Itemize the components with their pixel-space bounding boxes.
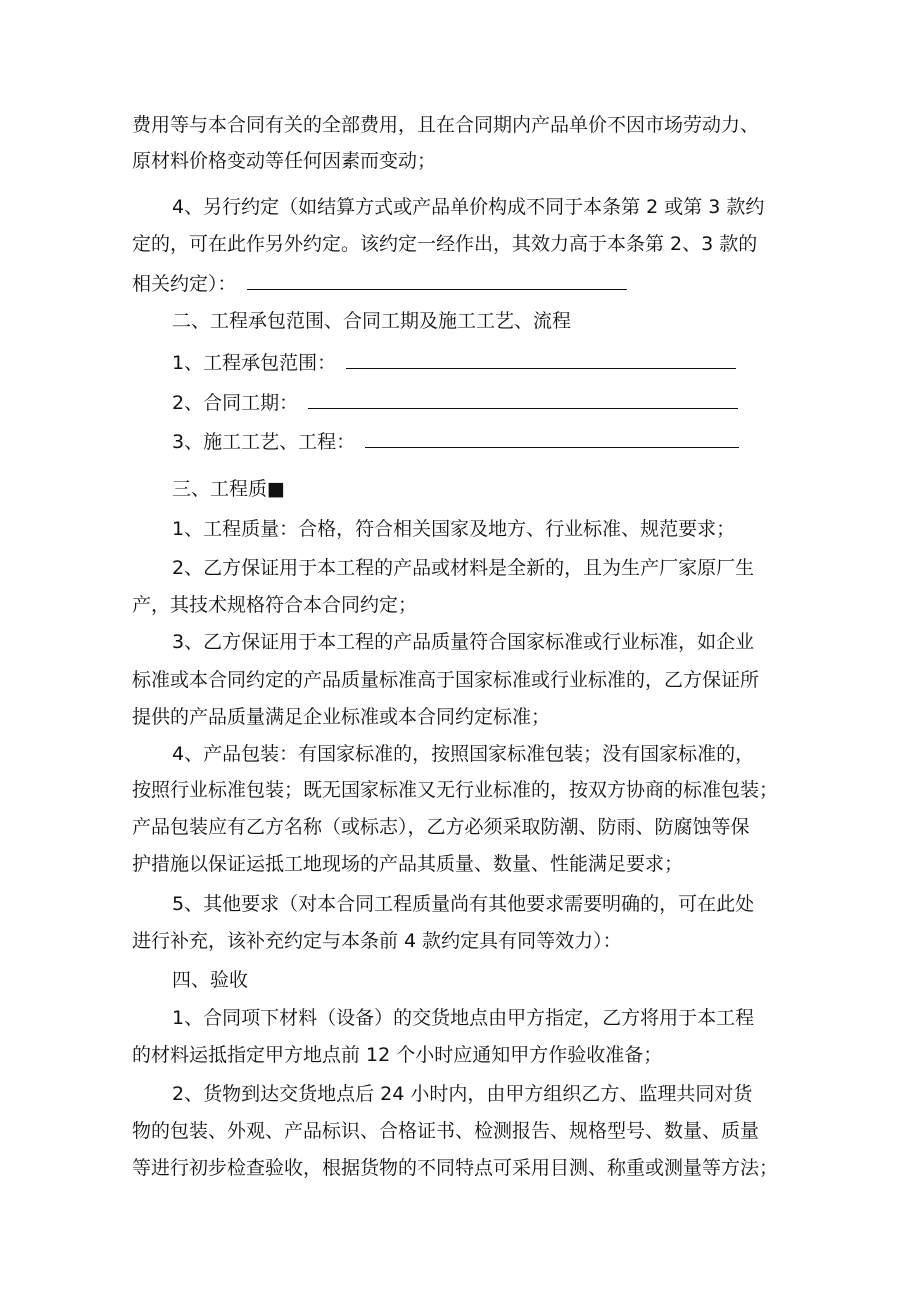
text-line: 进行补充，该补充约定与本条前 4 款约定具有同等效力）： bbox=[132, 930, 622, 952]
text-line: 产品包装应有乙方名称（或标志），乙方必须采取防潮、防雨、防腐蚀等保 bbox=[132, 816, 750, 838]
field-label: 3、施工工艺、工程： bbox=[172, 431, 356, 453]
text-line: 标准或本合同约定的产品质量标准高于国家标准或行业标准的，乙方保证所 bbox=[132, 669, 760, 691]
text-line: 的材料运抵指定甲方地点前 12 个小时应通知甲方作验收准备； bbox=[132, 1044, 663, 1066]
text-line bbox=[172, 425, 739, 457]
fill-in-blank[interactable] bbox=[247, 267, 627, 290]
text-line: 2、货物到达交货地点后 24 小时内，由甲方组织乙方、监理共同对货 bbox=[172, 1083, 753, 1105]
text-line: 4、另行约定（如结算方式或产品单价构成不同于本条第 2 或第 3 款约 bbox=[172, 196, 765, 218]
text-line: 1、工程质量：合格，符合相关国家及地方、行业标准、规范要求； bbox=[172, 518, 736, 540]
text-line: 护措施以保证运抵工地现场的产品其质量、数量、性能满足要求； bbox=[132, 853, 684, 875]
text-line: 按照行业标准包装；既无国家标准又无行业标准的，按双方协商的标准包装； bbox=[132, 779, 779, 801]
text-line: 3、乙方保证用于本工程的产品质量符合国家标准或行业标准，如企业 bbox=[172, 631, 755, 653]
text-line bbox=[172, 386, 738, 418]
section-heading: 三、工程质■ bbox=[172, 478, 285, 500]
text-line: 物的包装、外观、产品标识、合格证书、检测报告、规格型号、数量、质量 bbox=[132, 1120, 760, 1142]
fill-in-blank[interactable] bbox=[346, 346, 736, 369]
field-label: 2、合同工期： bbox=[172, 392, 299, 414]
text-line bbox=[172, 346, 736, 378]
text-line: 原材料价格变动等任何因素而变动； bbox=[132, 150, 437, 172]
section-heading: 二、工程承包范围、合同工期及施工工艺、流程 bbox=[172, 310, 572, 332]
text-line bbox=[132, 267, 627, 299]
text-line: 1、合同项下材料（设备）的交货地点由甲方指定，乙方将用于本工程 bbox=[172, 1007, 755, 1029]
fill-in-blank[interactable] bbox=[365, 425, 739, 448]
text-line: 5、其他要求（对本合同工程质量尚有其他要求需要明确的，可在此处 bbox=[172, 893, 755, 915]
text-line: 提供的产品质量满足企业标准或本合同约定标准； bbox=[132, 706, 551, 728]
field-label: 1、工程承包范围： bbox=[172, 352, 337, 374]
text-line: 定的，可在此作另外约定。该约定一经作出，其效力高于本条第 2、3 款的 bbox=[132, 233, 758, 255]
fill-in-blank[interactable] bbox=[308, 386, 738, 409]
text-line: 等进行初步检查验收，根据货物的不同特点可采用目测、称重或测量等方法； bbox=[132, 1157, 779, 1179]
field-label: 相关约定）： bbox=[132, 273, 237, 295]
text-line: 2、乙方保证用于本工程的产品或材料是全新的，且为生产厂家原厂生 bbox=[172, 557, 755, 579]
text-line: 产，其技术规格符合本合同约定； bbox=[132, 594, 418, 616]
section-heading: 四、验收 bbox=[172, 969, 249, 991]
text-line: 4、产品包装：有国家标准的，按照国家标准包装；没有国家标准的， bbox=[172, 743, 755, 765]
text-line: 费用等与本合同有关的全部费用，且在合同期内产品单价不因市场劳动力、 bbox=[132, 114, 760, 136]
